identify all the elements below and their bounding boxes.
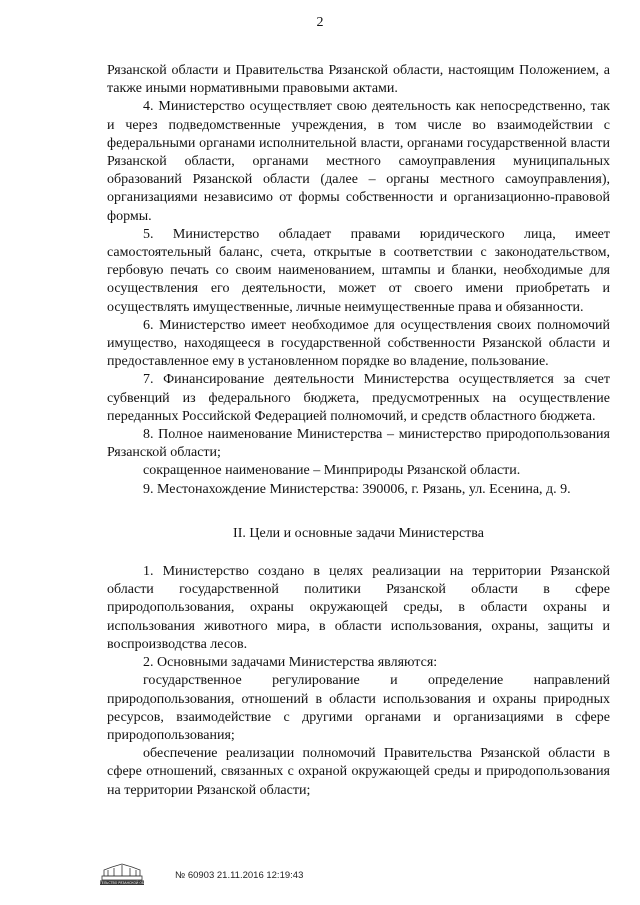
government-emblem-icon	[82, 862, 162, 886]
paragraph-item-4: 4. Министерство осуществляет свою деятельность как непосредственно, так и через подведомственные учреждения, в том числе во взаимодействии с федеральными органами исполнительной власти, органами государственной власти Рязанской области, органами местного самоуправления муниципальных образований Рязанской области (далее – органы местного самоуправления), организациями независимо от формы собственности и организационно-правовой формы.	[107, 99, 610, 224]
document-body	[107, 62, 610, 800]
section-title: II. Цели и основные задачи Министерства	[233, 525, 484, 541]
paragraph-continuation: Рязанской области и Правительства Рязанской области, настоящим Положением, а также иными нормативными правовыми актами.	[107, 63, 610, 97]
paragraph-item-7: 7. Финансирование деятельности Министерства осуществляется за счет субвенций из федерального бюджета, предусмотренных на осуществление переданных Российской Федерацией полномочий, и средств областного бюджета.	[107, 372, 610, 424]
section-paragraph-3: государственное регулирование и определение направлений природопользования, отношений в области использования и охраны природных ресурсов, взаимодействие с другими органами и организациями в сфере природопользования;	[107, 673, 610, 743]
paragraph-item-5: 5. Министерство обладает правами юридического лица, имеет самостоятельный баланс, счета, открытые в соответствии с законодательством, гербовую печать со своим наименованием, штампы и бланки, необходимые для осуществления его деятельности, может от своего имени приобретать и осуществлять имущественные, личные неимущественные права и обязанности.	[107, 226, 610, 315]
paragraph-item-9: 9. Местонахождение Министерства: 390006, г. Рязань, ул. Есенина, д. 9.	[143, 481, 571, 497]
section-paragraph-1: 1. Министерство создано в целях реализации на территории Рязанской области государственной политики Рязанской области в сфере природопользования, охраны окружающей среды, в области охраны и использования животного мира, в области использования, охраны, защиты и воспроизводства лесов.	[107, 564, 610, 652]
paragraph-item-6: 6. Министерство имеет необходимое для осуществления своих полномочий имущество, находящееся в государственной собственности Рязанской области и предоставленное ему в установленном порядке во владение, пользование.	[107, 317, 610, 370]
document-registration-number: № 60903 21.11.2016 12:19:43	[175, 870, 304, 881]
section-paragraph-4: обеспечение реализации полномочий Правительства Рязанской области в сфере отношений, связанных с охраной окружающей среды и природопользования на территории Рязанской области;	[107, 746, 610, 798]
paragraph-short-name: сокращенное наименование – Минприроды Рязанской области.	[143, 463, 521, 479]
page-number: 2	[316, 15, 324, 30]
section-paragraph-2: 2. Основными задачами Министерства являются:	[143, 655, 438, 671]
paragraph-item-8: 8. Полное наименование Министерства – министерство природопользования Рязанской области;	[107, 427, 610, 461]
emblem-caption: ПРАВИТЕЛЬСТВО РЯЗАНСКОЙ ОБЛАСТИ	[88, 881, 156, 886]
registration-stamp	[82, 862, 382, 886]
